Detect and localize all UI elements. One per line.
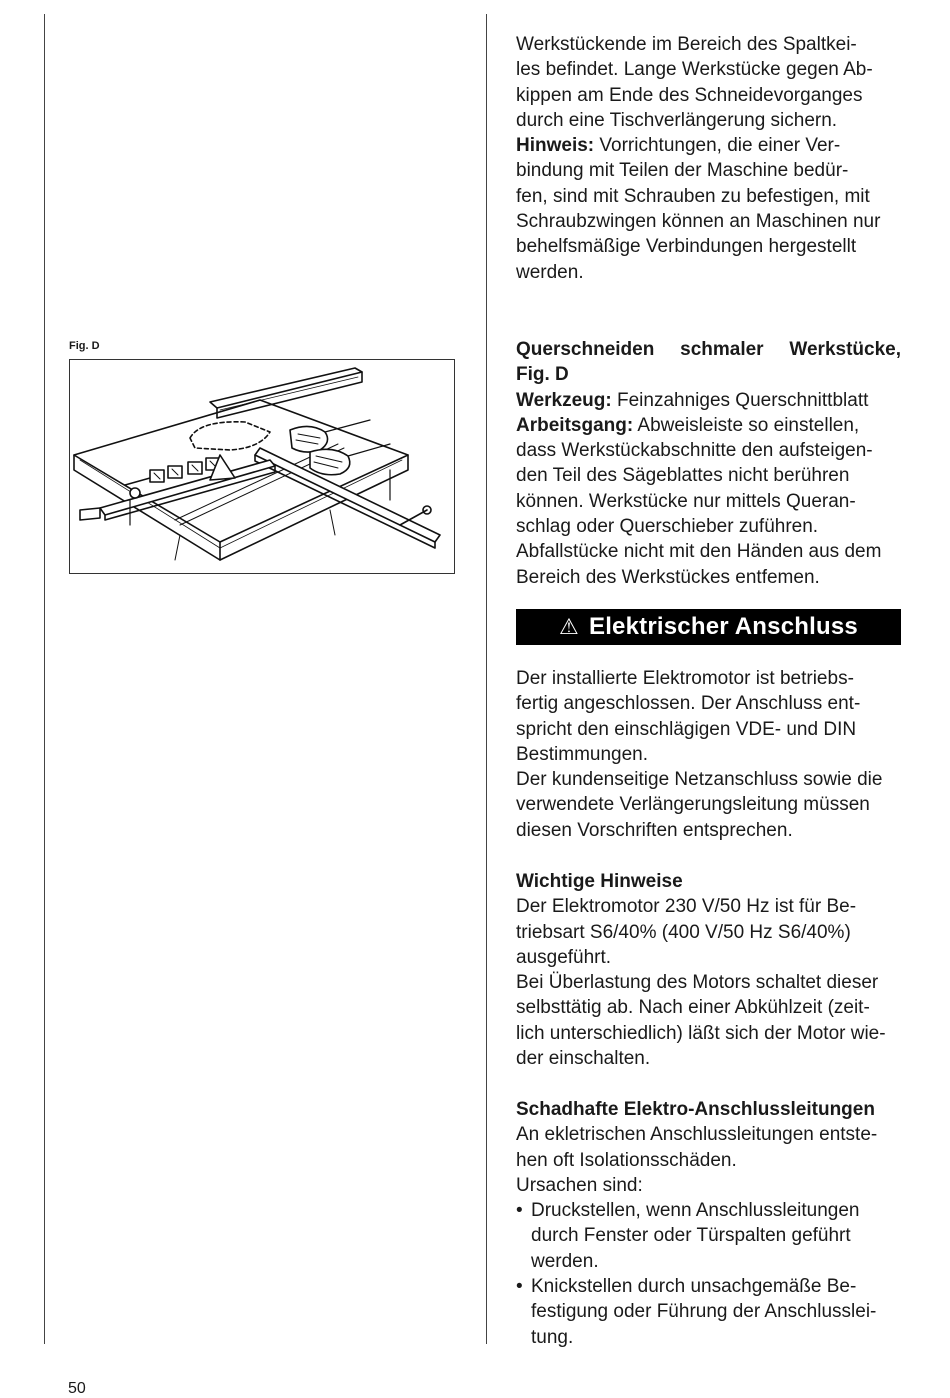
tool-text: Feinzahniges Querschnittblatt: [611, 389, 869, 411]
text-line: schlag oder Querschieber zuführen.: [516, 516, 819, 538]
important-notes-block: [516, 869, 901, 1071]
text-line: den Teil des Sägeblattes nicht berühren: [516, 465, 850, 487]
section-title-figref: Fig. D: [516, 364, 569, 386]
text-line: der einschalten.: [516, 1048, 651, 1070]
crosscut-section: [516, 337, 901, 590]
text-line: werden.: [531, 1250, 599, 1272]
continuation-text-block: [516, 32, 901, 285]
text-line: Ursachen sind:: [516, 1174, 643, 1196]
page-number: 50: [68, 1380, 86, 1397]
text-line: Der kundenseitige Netzanschluss sowie die: [516, 769, 883, 791]
text-line: lich unterschiedlich) läßt sich der Motor wie-: [516, 1022, 886, 1044]
hint-text: Vorrichtungen, die einer Ver-: [594, 135, 841, 157]
list-item: [516, 1198, 901, 1274]
text-line: bindung mit Teilen der Maschine bedür-: [516, 160, 849, 182]
damaged-heading: Schadhafte Elektro-Anschlussleitungen: [516, 1099, 875, 1120]
bullet-marker: •: [516, 1276, 523, 1298]
tool-label: Werkzeug:: [516, 389, 612, 411]
electrical-connection-banner: [516, 609, 901, 645]
left-margin-rule: [44, 14, 45, 1344]
list-item: [516, 1274, 901, 1350]
text-line: dass Werkstückabschnitte den aufsteigen-: [516, 440, 873, 462]
text-line: durch Fenster oder Türspalten geführt: [531, 1225, 851, 1247]
text-line: festigung oder Führung der Anschlusslei-: [531, 1301, 877, 1323]
text-line: ausgeführt.: [516, 946, 612, 968]
text-line: selbsttätig ab. Nach einer Abkühlzeit (zeit-: [516, 997, 870, 1019]
figure-d-illustration: [69, 359, 455, 574]
hint-label: Hinweis:: [516, 135, 595, 157]
important-heading: Wichtige Hinweise: [516, 871, 683, 892]
text-line: Schraubzwingen können an Maschinen nur: [516, 211, 881, 233]
warning-triangle-icon: ⚠: [559, 614, 579, 639]
step-label: Arbeitsgang:: [516, 414, 634, 436]
text-line: triebsart S6/40% (400 V/50 Hz S6/40%): [516, 921, 851, 943]
text-line: Werkstückende im Bereich des Spaltkei-: [516, 34, 857, 55]
text-line: fen, sind mit Schrauben zu befestigen, mit: [516, 185, 870, 207]
banner-title: Elektrischer Anschluss: [588, 613, 858, 640]
step-text: Abweisleiste so einstellen,: [633, 414, 860, 436]
text-line: spricht den einschlägigen VDE- und DIN: [516, 718, 857, 740]
text-line: fertig angeschlossen. Der Anschluss ent-: [516, 693, 861, 715]
text-line: Bereich des Werkstückes entfemen.: [516, 566, 820, 588]
text-line: Bestimmungen.: [516, 743, 649, 765]
text-line: verwendete Verlängerungsleitung müssen: [516, 794, 870, 816]
text-line: Bei Überlastung des Motors schaltet dieser: [516, 972, 879, 994]
bullet-marker: •: [516, 1200, 523, 1222]
tool-line: [516, 388, 901, 413]
text-line: kippen am Ende des Schneidevorganges: [516, 84, 863, 106]
text-line: An ekletrischen Anschlussleitungen entste-: [516, 1124, 878, 1146]
step-line: [516, 413, 901, 438]
text-line: Druckstellen, wenn Anschlussleitungen: [531, 1200, 860, 1222]
section-title: Querschneiden schmaler Werkstücke,: [516, 339, 901, 360]
text-line: Der Elektromotor 230 V/50 Hz ist für Be-: [516, 896, 857, 918]
text-line: werden.: [516, 261, 584, 283]
damaged-cables-block: [516, 1097, 901, 1350]
text-line: hen oft Isolationsschäden.: [516, 1149, 737, 1171]
text-line: Knickstellen durch unsachgemäße Be-: [531, 1276, 857, 1298]
table-saw-drawing: [70, 360, 454, 573]
text-line: diesen Vorschriften entsprechen.: [516, 819, 793, 841]
figure-label: Fig. D: [69, 340, 100, 352]
hint-line: [516, 133, 901, 158]
text-line: können. Werkstücke nur mittels Queran-: [516, 490, 856, 512]
text-line: tung.: [531, 1326, 574, 1348]
text-line: behelfsmäßige Verbindungen hergestellt: [516, 236, 857, 258]
electrical-text-block: [516, 666, 901, 843]
text-line: Der installierte Elektromotor ist betriebs-: [516, 668, 854, 689]
text-line: Abfallstücke nicht mit den Händen aus dem: [516, 541, 882, 563]
text-line: les befindet. Lange Werkstücke gegen Ab-: [516, 59, 873, 81]
text-line: durch eine Tischverlängerung sichern.: [516, 109, 838, 131]
column-divider-rule: [486, 14, 487, 1344]
